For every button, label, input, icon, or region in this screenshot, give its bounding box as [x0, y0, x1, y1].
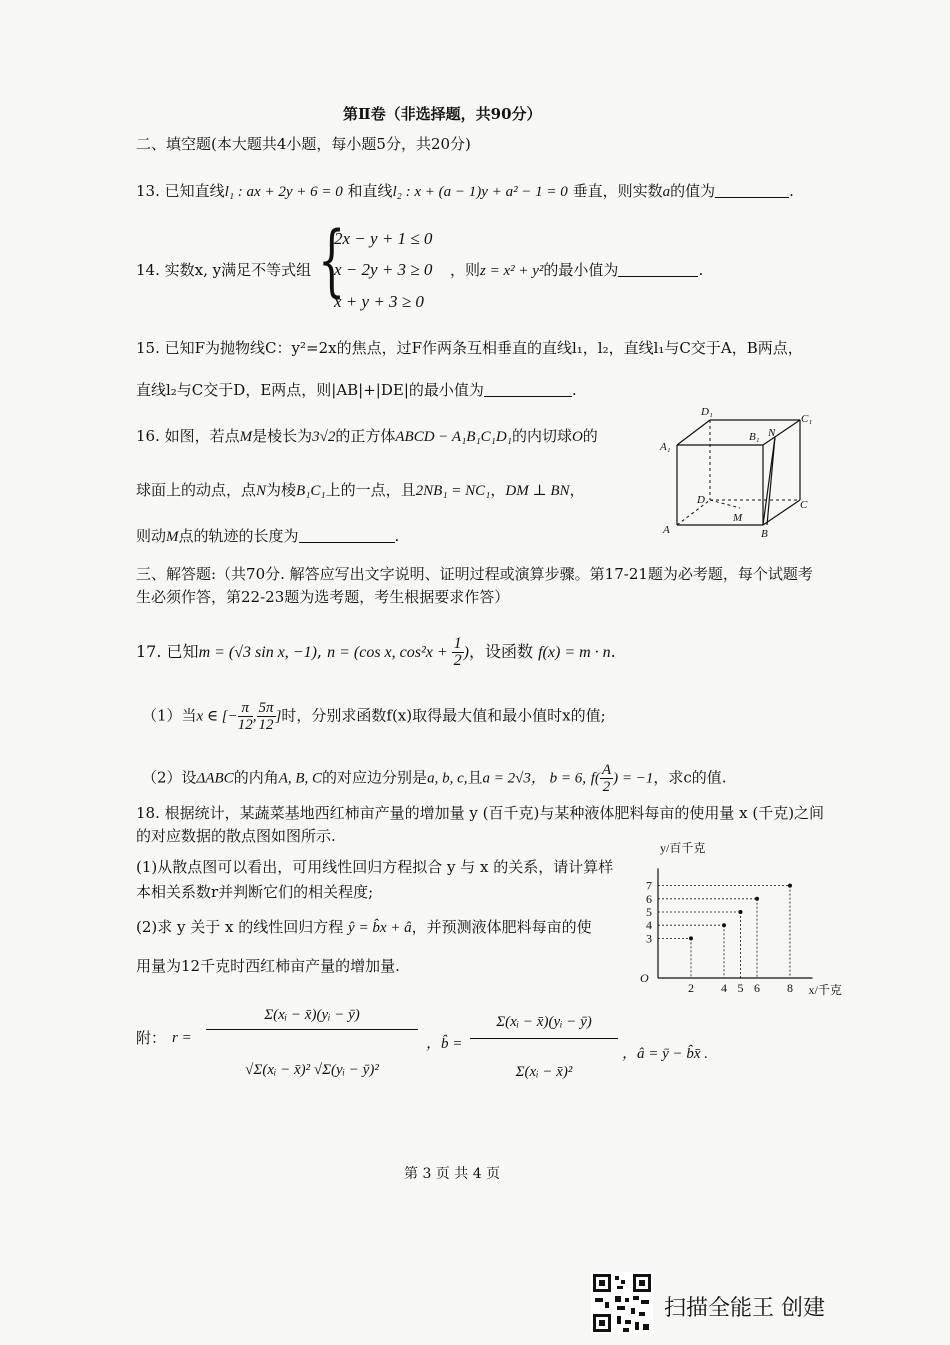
question-16-line3: 则动M点的轨迹的长度为 .: [136, 527, 400, 545]
x-tick-label: 2: [688, 981, 694, 995]
x-tick-label: 4: [721, 981, 727, 995]
answer-blank: [299, 528, 395, 543]
data-point: [739, 910, 743, 914]
label-A: A: [663, 524, 670, 536]
question-16-line1: 16. 如图，若点M是棱长为3√2的正方体ABCD − A₁B₁C₁D₁的内切球O的: [136, 427, 598, 445]
label-D: D: [697, 494, 705, 506]
label-M: M: [733, 512, 743, 524]
answer-blank: [618, 262, 698, 277]
scatter-chart: [630, 838, 842, 998]
answer-section-line2: 生必须作答，第22-23题为选考题，考生根据要求作答）: [136, 588, 510, 606]
question-14-tail: ，则z = x² + y²的最小值为 .: [450, 261, 704, 279]
question-18-line2: 的对应数据的散点图如图所示.: [136, 827, 336, 845]
page-number: 第 3 页 共 4 页: [404, 1166, 501, 1182]
x-tick-label: 8: [787, 981, 793, 995]
system-brace: {: [318, 216, 346, 306]
r-numerator: Σ(xᵢ − x̄)(yᵢ − ȳ): [206, 1005, 418, 1030]
qr-code-icon: [591, 1272, 653, 1334]
x-tick-label: 6: [754, 981, 760, 995]
question-13: 13. 已知直线l₁ : ax + 2y + 6 = 0 和直线l₂ : x + (a − 1)y + a² − 1 = 0 垂直，则实数a的值为 .: [136, 182, 794, 200]
label-C1: C₁: [801, 413, 813, 425]
y-tick-label: 5: [646, 905, 652, 919]
y-tick-label: 3: [646, 931, 652, 946]
appendix-label: 附：: [136, 1029, 167, 1047]
answer-blank: [484, 382, 572, 397]
answer-blank: [715, 183, 789, 198]
watermark-text: 扫描全能王 创建: [664, 1296, 825, 1321]
data-point: [722, 923, 726, 927]
label-A1: A₁: [660, 441, 671, 453]
y-tick-label: 6: [646, 891, 652, 906]
section-title: 第Ⅱ卷（非选择题，共90分）: [343, 105, 542, 123]
a-formula: ，â = ȳ − b̂x̄ .: [622, 1046, 709, 1062]
cube-vertex-labels: [659, 406, 812, 540]
data-point: [788, 884, 792, 888]
question-18-line1: 18. 根据统计，某蔬菜基地西红柿亩产量的增加量 y (百千克)与某种液体肥料每亩的使用量 x (千克)之间: [136, 804, 825, 822]
question-16-line2: 球面上的动点，点N为棱B₁C₁上的一点，且2NB₁ = NC₁，DM ⊥ BN，: [136, 481, 585, 499]
inequality-3: x + y + 3 ≥ 0: [334, 292, 424, 311]
question-15-line2: 直线l₂与C交于D，E两点，则|AB|+|DE|的最小值为 .: [136, 381, 577, 399]
cube-figure: [655, 400, 815, 545]
answer-section-line1: 三、解答题:（共70分. 解答应写出文字说明、证明过程或演算步骤。第17-21题为必考题，每个试题考: [136, 565, 813, 583]
question-17-part1: （1）当x ∈ [− $\frac{\pi}{12}$ , $\frac{5\pi}{12}$ ]时，分别求函数f(x)取得最大值和最小值时x的值;: [142, 700, 606, 733]
x-axis-label: x/千克: [808, 983, 842, 997]
question-18-p2b: 用量为12千克时西红柿亩产量的增加量.: [136, 957, 400, 975]
y-tick-label: 7: [646, 878, 652, 893]
question-17: 17. 已知m = (√3 sin x, −1), n = (cos x, cos²x + $\frac{1}{2}$ )，设函数 f(x) = m · n.: [136, 635, 616, 669]
b-numerator: Σ(xᵢ − x̄)(yᵢ − ȳ): [470, 1012, 618, 1039]
inequality-2: x − 2y + 3 ≥ 0: [334, 260, 433, 279]
label-B1: B₁: [749, 431, 760, 443]
b-denominator: Σ(xᵢ − x̄)²: [515, 1064, 573, 1080]
x-tick-label: 5: [737, 981, 744, 995]
origin-label: O: [640, 971, 649, 985]
label-C: C: [800, 499, 808, 511]
y-tick-label: 4: [646, 918, 652, 933]
fill-in-heading: 二、填空题(本大题共4小题，每小题5分，共20分): [136, 135, 471, 153]
question-18-p2a: (2)求 y 关于 x 的线性回归方程 ŷ = b̂x + â，并预测液体肥料每亩的使: [136, 918, 592, 936]
data-point: [755, 897, 759, 901]
question-18-p1a: (1)从散点图可以看出，可用线性回归方程拟合 y 与 x 的关系，请计算样: [136, 858, 614, 876]
data-point: [689, 936, 693, 940]
label-D1: D₁: [701, 406, 713, 418]
r-equals: r =: [172, 1030, 192, 1046]
inequality-1: 2x − y + 1 ≤ 0: [334, 229, 433, 248]
y-axis-label: y/百千克: [660, 841, 706, 855]
r-denominator: √Σ(xᵢ − x̄)² √Σ(yᵢ − ȳ)²: [245, 1062, 379, 1078]
question-17-part2: （2）设ΔABC的内角A, B, C的对应边分别是a, b, c,且a = 2√3， b = 6, f( $\frac{A}{2}$ ) = −1，求c的值.: [142, 762, 727, 795]
label-B: B: [761, 528, 768, 540]
question-14-label: 14. 实数x, y满足不等式组: [136, 261, 312, 279]
label-N: N: [768, 427, 776, 439]
question-18-p1b: 本相关系数r并判断它们的相关程度;: [136, 883, 374, 901]
b-equals: ，b̂ =: [426, 1036, 463, 1052]
question-15-line1: 15. 已知F为抛物线C：y²=2x的焦点，过F作两条互相垂直的直线l₁，l₂，直线l₁与C交于A，B两点，: [136, 339, 803, 357]
